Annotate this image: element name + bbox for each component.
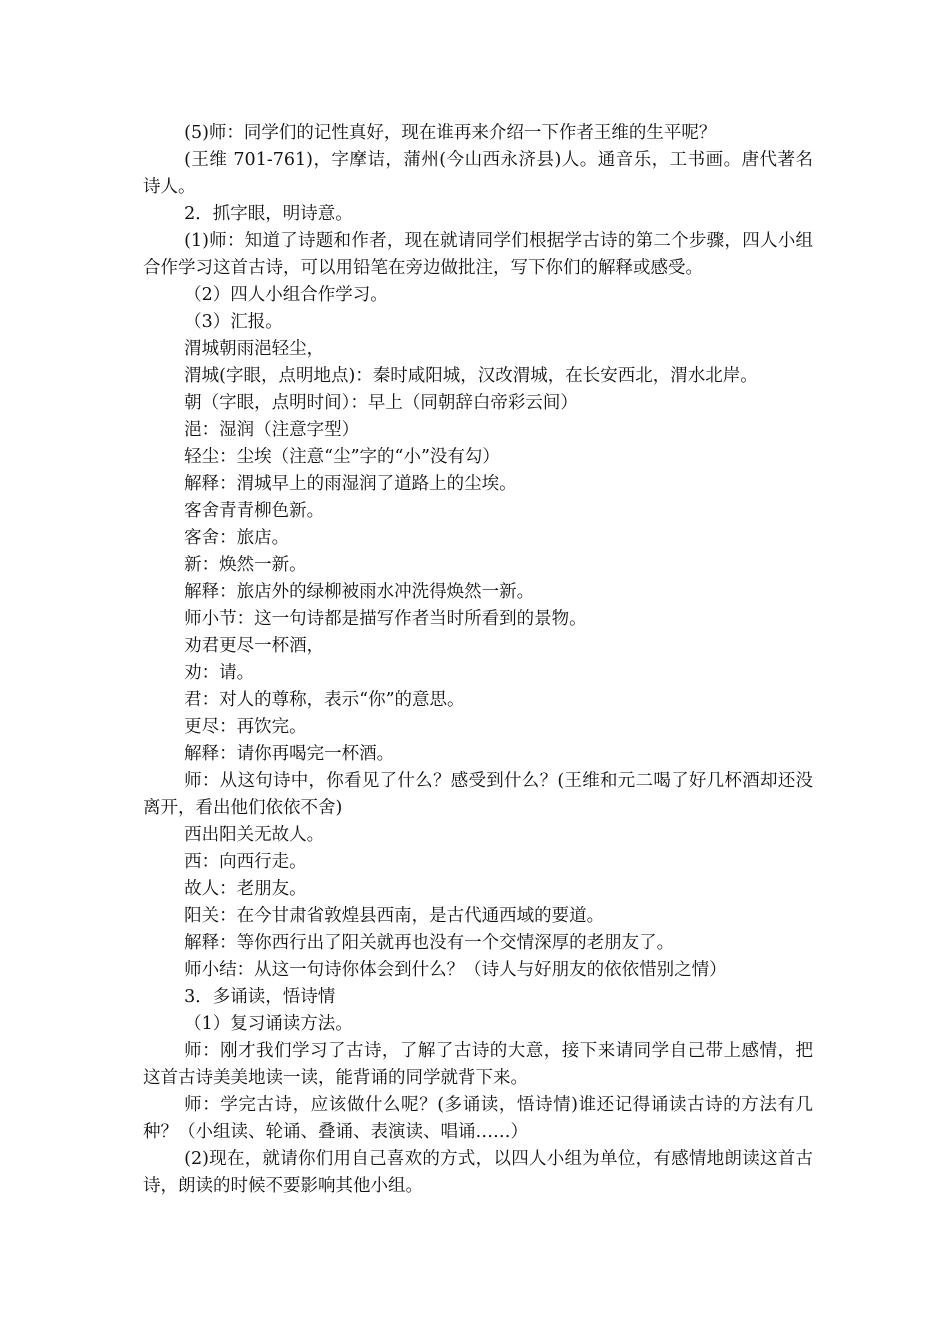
note-quan: 劝：请。 (184, 663, 255, 683)
poem-line-2: 客舍青青柳色新。 (184, 501, 325, 521)
paragraph-step-2: （2）四人小组合作学习。 (184, 285, 388, 305)
note-guren: 故人：老朋友。 (184, 879, 307, 899)
paragraph-review-1: （1）复习诵读方法。 (184, 1014, 353, 1034)
note-weicheng: 渭城(字眼，点明地点)：秦时咸阳城，汉改渭城，在长安西北，渭水北岸。 (184, 366, 758, 386)
note-keshe: 客舍：旅店。 (184, 528, 290, 548)
note-zhao: 朝（字眼，点明时间）：早上（同朝辞白帝彩云间） (184, 393, 578, 413)
note-xi: 西：向西行走。 (184, 852, 307, 872)
note-qingchen: 轻尘：尘埃（注意“尘”字的“小”没有勾） (184, 447, 500, 467)
paragraph-author-bio: (王维 701-761)，字摩诘，蒲州(今山西永济县)人。通音乐，工书画。唐代著名诗人。 (143, 150, 813, 197)
teacher-summary-1: 师小节：这一句诗都是描写作者当时所看到的景物。 (184, 609, 587, 629)
note-yangguan: 阳关：在今甘肃省敦煌县西南，是古代通西域的要道。 (184, 906, 605, 926)
paragraph-teacher-reading: 师：刚才我们学习了古诗，了解了古诗的大意，接下来请同学自己带上感情，把这首古诗美美地读一读，能背诵的同学就背下来。 (143, 1041, 813, 1088)
paragraph-teacher-methods: 师：学完古诗，应该做什么呢？(多诵读，悟诗情)谁还记得诵读古诗的方法有几种？（小组读、轮诵、叠诵、表演读、唱诵……） (143, 1095, 813, 1142)
section-heading-2: 2．抓字眼，明诗意。 (184, 204, 353, 224)
poem-line-1: 渭城朝雨浥轻尘， (184, 339, 325, 359)
document-body (143, 120, 813, 1200)
teacher-summary-4: 师小结：从这一句诗你体会到什么？（诗人与好朋友的依依惜别之情） (184, 960, 727, 980)
paragraph-step-3: （3）汇报。 (184, 312, 283, 332)
poem-line-4: 西出阳关无故人。 (184, 825, 325, 845)
explanation-line-4: 解释：等你西行出了阳关就再也没有一个交情深厚的老朋友了。 (184, 933, 675, 953)
explanation-line-2: 解释：旅店外的绿柳被雨水冲洗得焕然一新。 (184, 582, 535, 602)
note-jun: 君：对人的尊称，表示“你”的意思。 (184, 690, 465, 710)
note-xin: 新：焕然一新。 (184, 555, 307, 575)
paragraph-group-reading: (2)现在，就请你们用自己喜欢的方式，以四人小组为单位，有感情地朗读这首古诗，朗读的时候不要影响其他小组。 (143, 1149, 813, 1196)
paragraph-step-1: (1)师：知道了诗题和作者，现在就请同学们根据学古诗的第二个步骤，四人小组合作学习这首古诗，可以用铅笔在旁边做批注，写下你们的解释或感受。 (143, 231, 813, 278)
note-gengjin: 更尽：再饮完。 (184, 717, 307, 737)
paragraph-author-question: (5)师：同学们的记性真好，现在谁再来介绍一下作者王维的生平呢？ (184, 123, 717, 143)
explanation-line-3: 解释：请你再喝完一杯酒。 (184, 744, 395, 764)
teacher-question-3: 师：从这句诗中，你看见了什么？感受到什么？(王维和元二喝了好几杯酒却还没离开，看出他们依依不舍) (143, 771, 813, 818)
note-yi: 浥：湿润（注意字型） (184, 420, 360, 440)
poem-line-3: 劝君更尽一杯酒， (184, 636, 325, 656)
explanation-line-1: 解释：渭城早上的雨湿润了道路上的尘埃。 (184, 474, 517, 494)
section-heading-3: 3．多诵读，悟诗情 (184, 987, 336, 1007)
